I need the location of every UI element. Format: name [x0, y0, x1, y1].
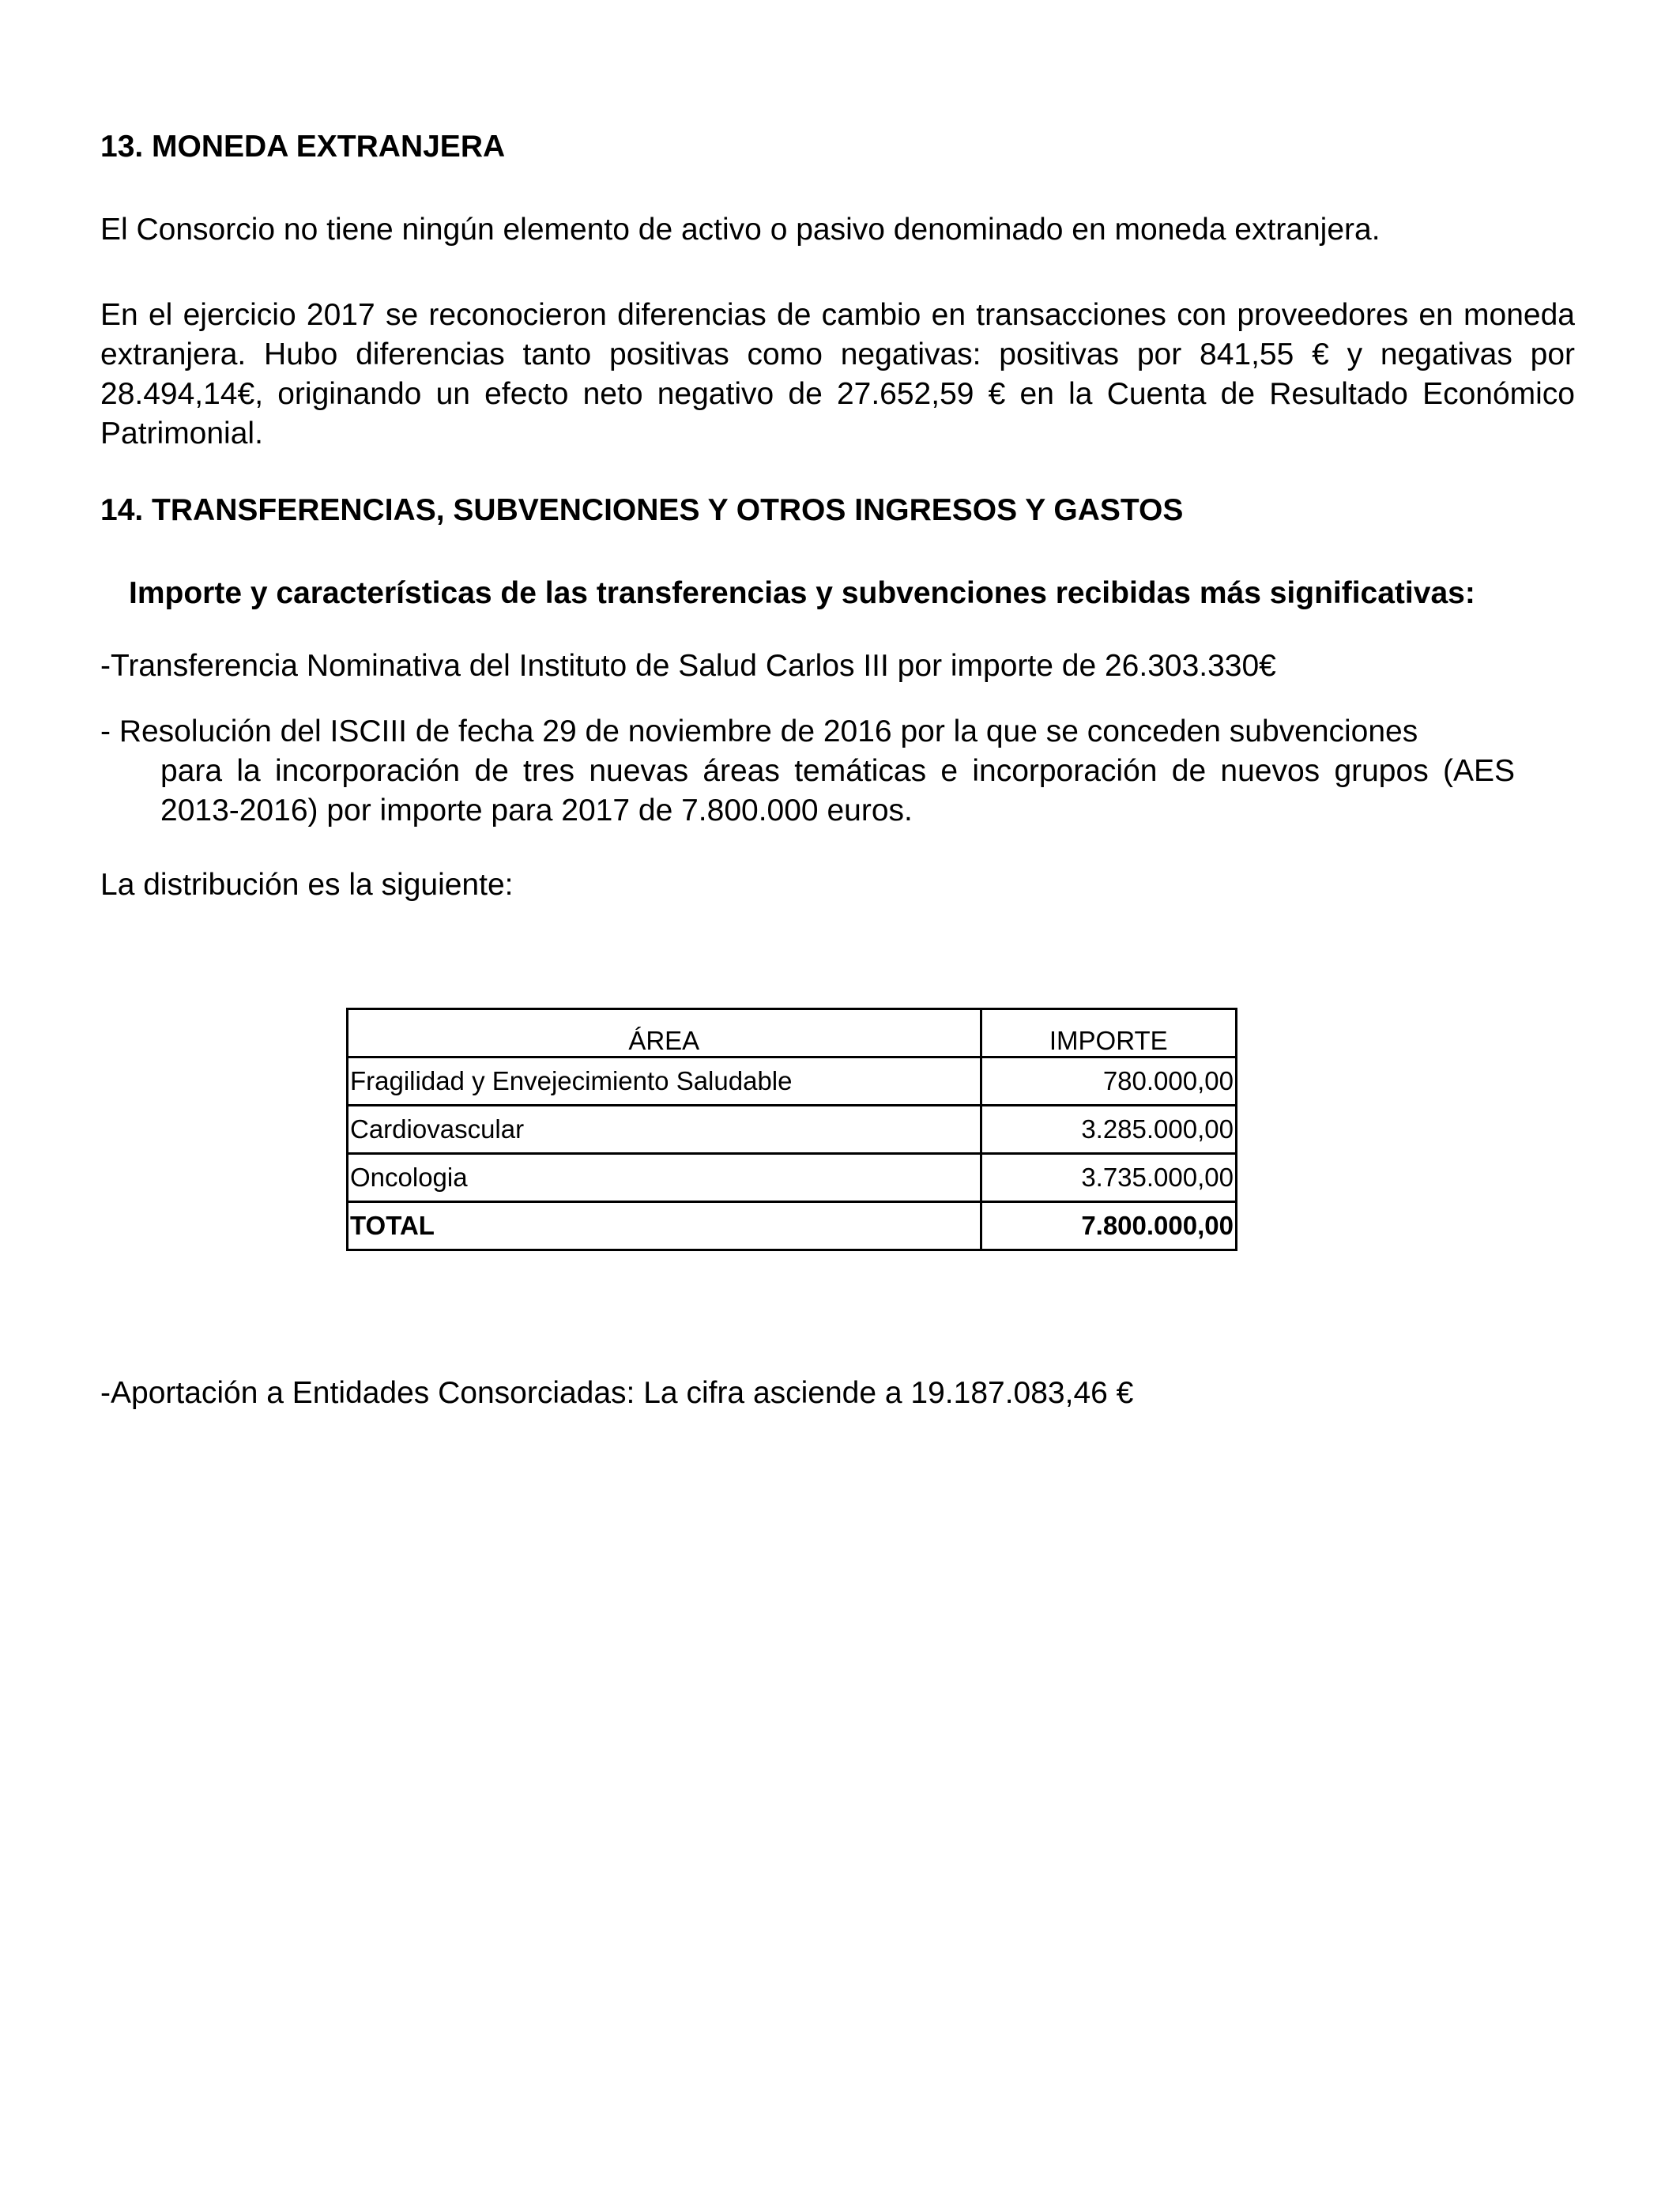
table-row	[348, 1057, 1237, 1106]
area-cell: Oncologia	[348, 1154, 981, 1202]
section-13-paragraph-2: En el ejercicio 2017 se reconocieron diferencias de cambio en transacciones con proveedores en moneda extranjera. Hubo diferencias tanto positivas como negativas: positivas por 841,55 € y negativas por 28.494,14€, originando un efecto neto negativo de 27.652,59 € en la Cuenta de Resultado Económico Patrimonial.	[100, 298, 1575, 450]
transfer-item-2	[100, 712, 1515, 831]
table-row	[348, 1106, 1237, 1154]
importe-cell: 3.285.000,00	[981, 1106, 1236, 1154]
area-cell: Cardiovascular	[348, 1106, 981, 1154]
table-header-row	[348, 1009, 1237, 1057]
table-total-row	[348, 1202, 1237, 1250]
total-label-cell: TOTAL	[348, 1202, 981, 1250]
table-row	[348, 1154, 1237, 1202]
column-header-importe: IMPORTE	[981, 1009, 1236, 1057]
importe-cell: 3.735.000,00	[981, 1154, 1236, 1202]
aportacion-line: -Aportación a Entidades Consorciadas: La cifra asciende a 19.187.083,46 €	[100, 1376, 1134, 1410]
transfer-item-1: -Transferencia Nominativa del Instituto de Salud Carlos III por importe de 26.303.330€	[100, 649, 1276, 683]
transfer-item-2-continuation: para la incorporación de tres nuevas áreas temáticas e incorporación de nuevos grupos (AES 2013-2016) por importe para 2017 de 7.800.000 euros.	[160, 754, 1515, 827]
section-14-heading: 14. TRANSFERENCIAS, SUBVENCIONES Y OTROS INGRESOS Y GASTOS	[100, 493, 1184, 527]
importe-cell: 780.000,00	[981, 1057, 1236, 1106]
column-header-area: ÁREA	[348, 1009, 981, 1057]
section-13-paragraph-1: El Consorcio no tiene ningún elemento de activo o pasivo denominado en moneda extranjera.	[100, 213, 1381, 247]
distribution-table	[346, 1008, 1237, 1251]
total-importe-cell: 7.800.000,00	[981, 1202, 1236, 1250]
distribution-intro: La distribución es la siguiente:	[100, 868, 514, 902]
section-14-subheading: Importe y características de las transferencias y subvenciones recibidas más significativas:	[129, 576, 1475, 610]
section-13-heading: 13. MONEDA EXTRANJERA	[100, 130, 506, 164]
area-cell: Fragilidad y Envejecimiento Saludable	[348, 1057, 981, 1106]
transfer-item-2-first-line: - Resolución del ISCIII de fecha 29 de noviembre de 2016 por la que se conceden subvenciones	[100, 714, 1418, 748]
